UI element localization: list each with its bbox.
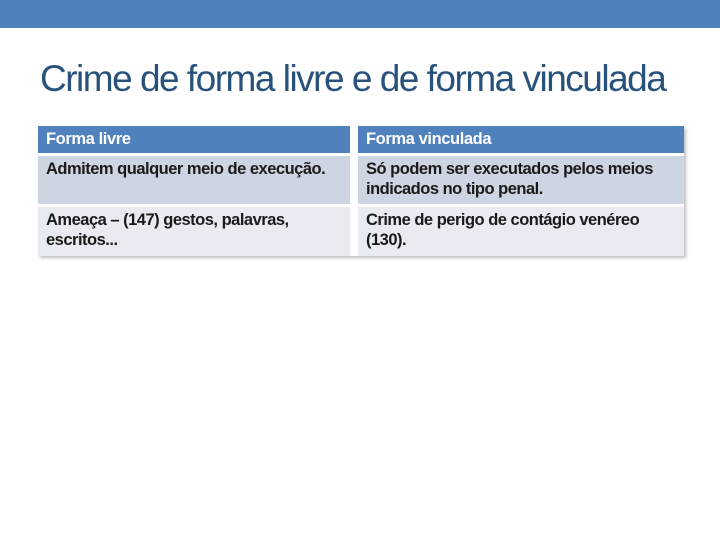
comparison-table: [38, 126, 684, 256]
column-header-forma-vinculada: Forma vinculada: [358, 126, 684, 153]
top-accent-banner: [0, 0, 720, 28]
table-cell-row1-forma-livre: Admitem qualquer meio de execução.: [38, 156, 350, 204]
table-cell-row2-forma-vinculada: Crime de perigo de contágio venéreo (130).: [358, 207, 684, 256]
slide-title: Crime de forma livre e de forma vinculada: [40, 58, 666, 99]
table-cell-row2-forma-livre: Ameaça – (147) gestos, palavras, escritos...: [38, 207, 350, 256]
table-cell-row1-forma-vinculada: Só podem ser executados pelos meios indicados no tipo penal.: [358, 156, 684, 204]
column-header-forma-livre: Forma livre: [38, 126, 350, 153]
